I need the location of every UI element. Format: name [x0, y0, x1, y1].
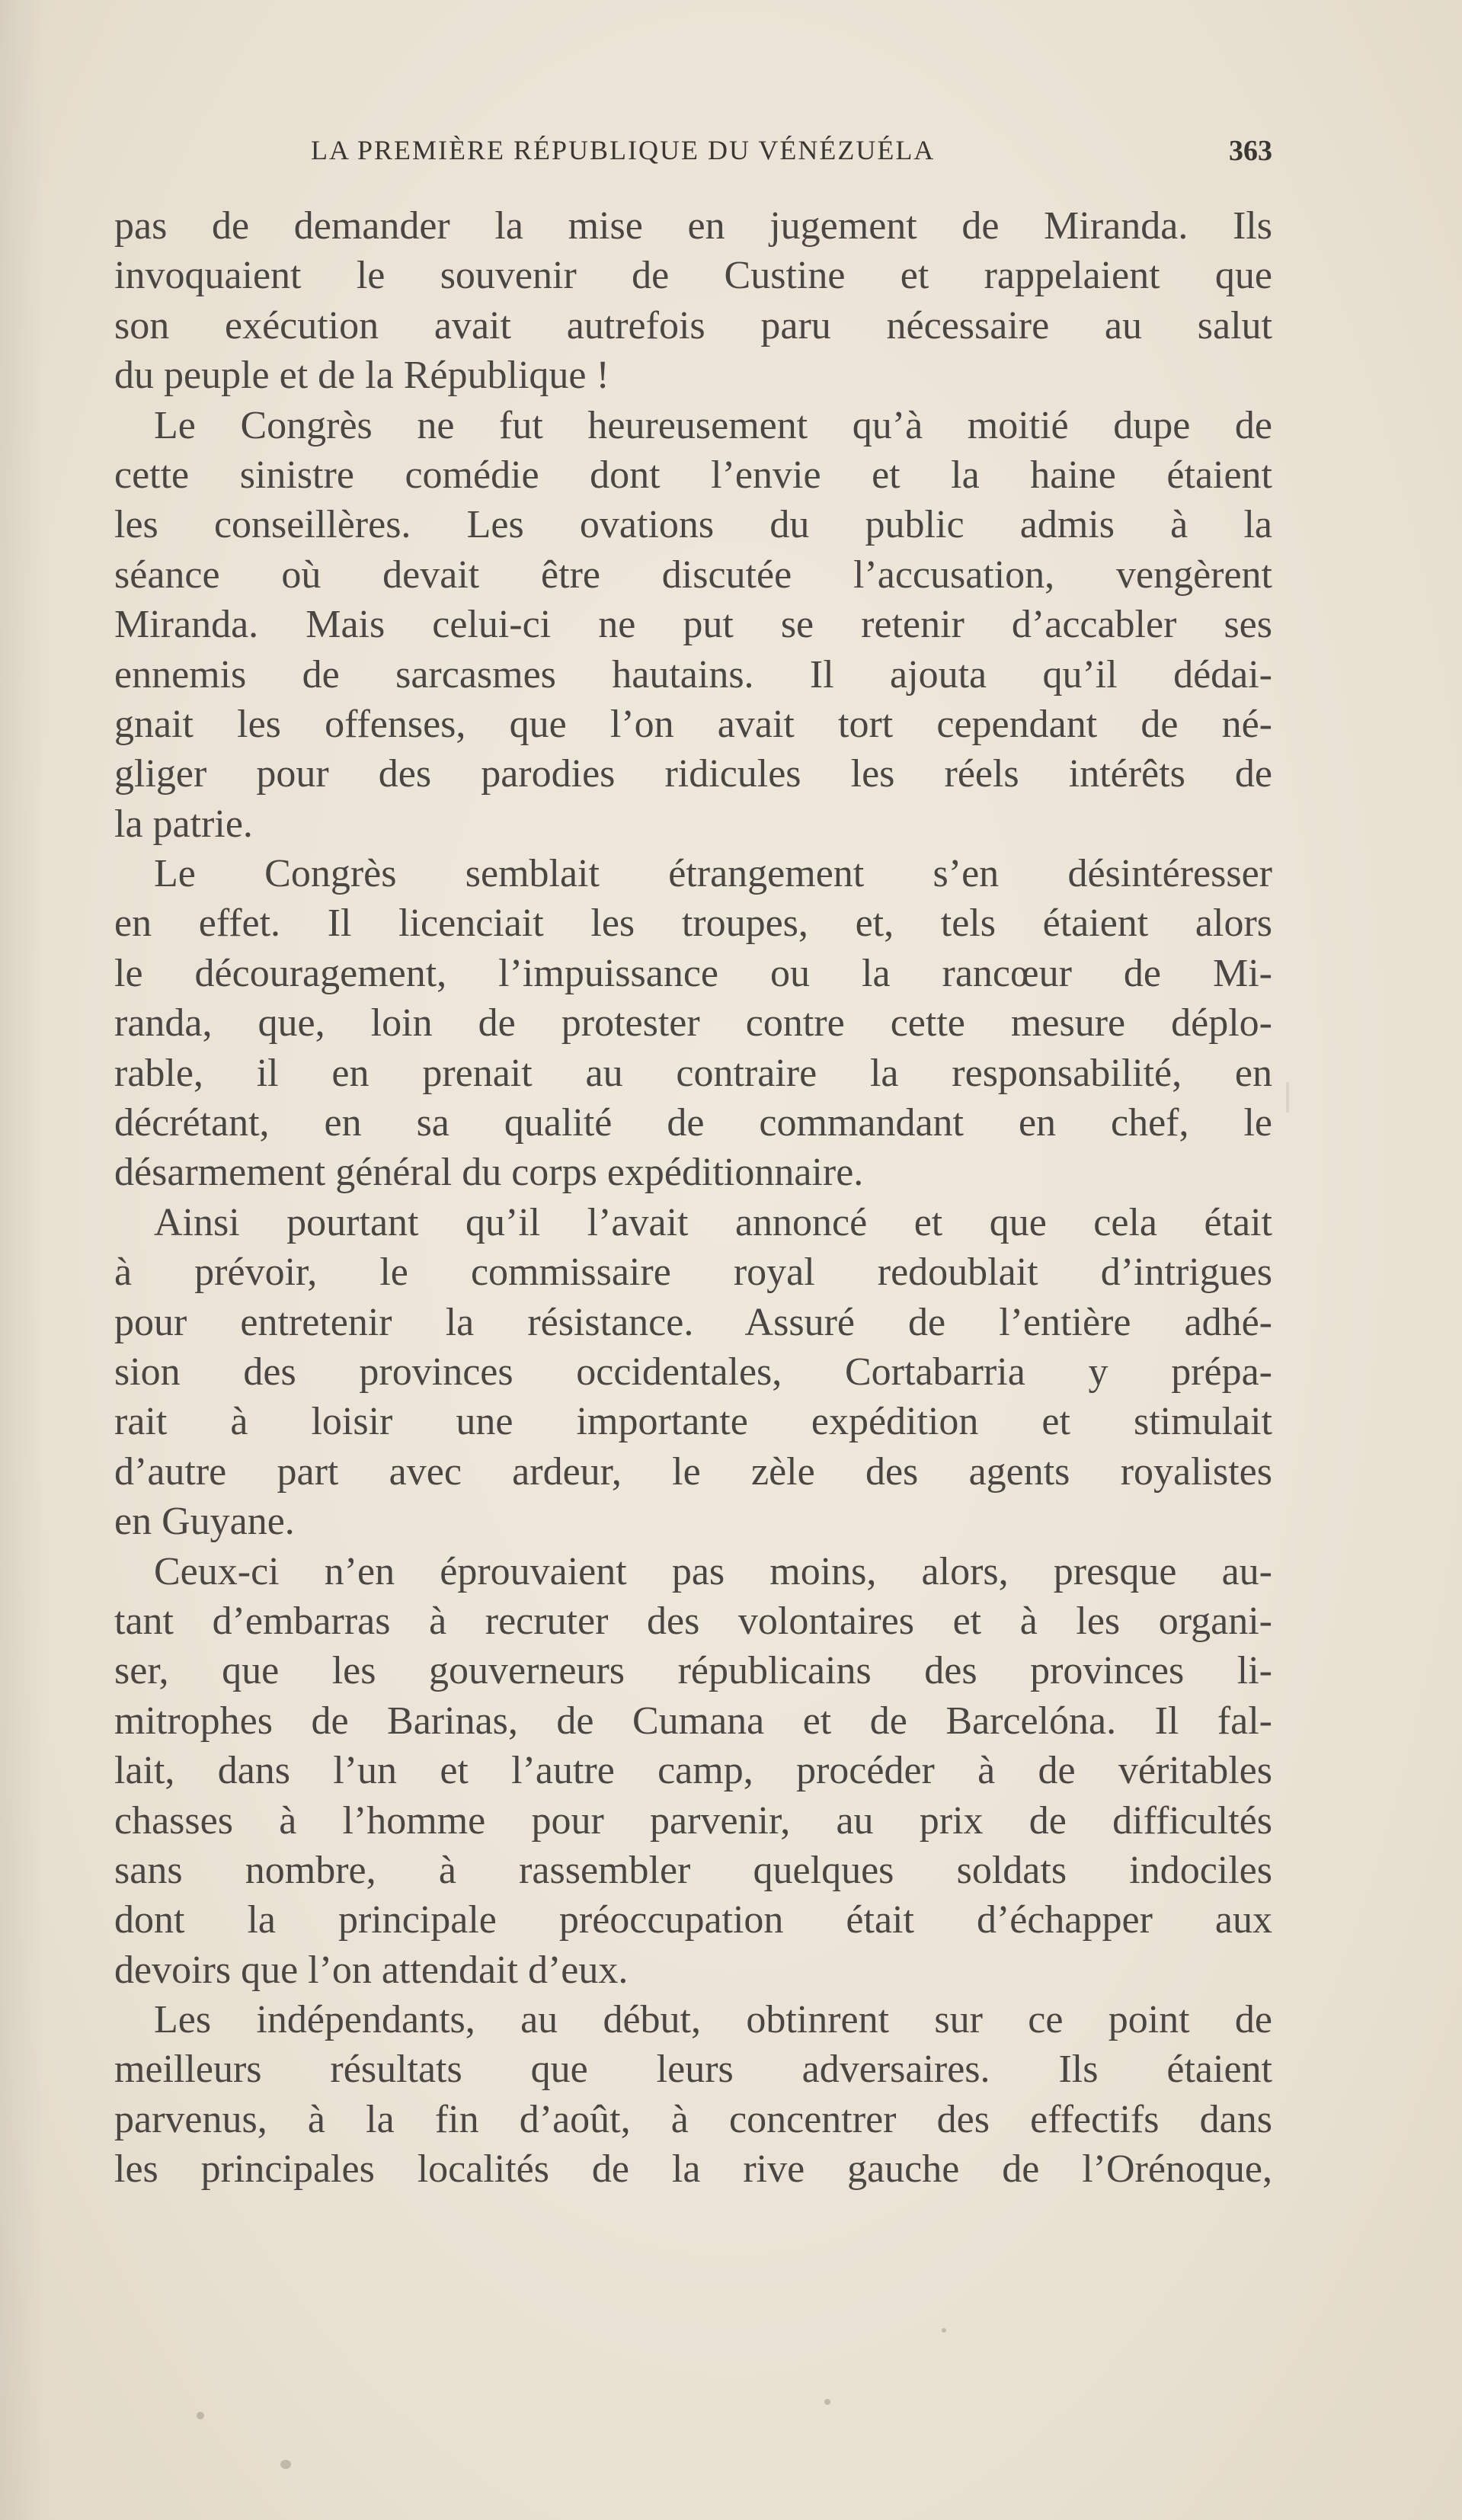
text-line: à prévoir, le commissaire royal redoublait d’intrigues	[114, 1250, 1272, 1295]
text-line: le découragement, l’impuissance ou la rancœur de Mi-	[114, 951, 1272, 995]
text-line: ennemis de sarcasmes hautains. Il ajouta qu’il dédai-	[114, 652, 1272, 696]
page-gutter-shadow	[0, 0, 46, 2520]
text-line: Ainsi pourtant qu’il l’avait annoncé et que cela était	[154, 1200, 1272, 1244]
text-line: rait à loisir une importante expédition et stimulait	[114, 1400, 1272, 1444]
page-number: 363	[1229, 135, 1272, 167]
text-line: en effet. Il licenciait les troupes, et, tels étaient alors	[114, 901, 1272, 946]
paper-speck	[824, 2399, 830, 2405]
text-line: Le Congrès semblait étrangement s’en désintéresser	[154, 852, 1272, 896]
paper-speck	[280, 2460, 291, 2469]
text-line: d’autre part avec ardeur, le zèle des agents royalistes	[114, 1449, 1272, 1494]
text-line: gnait les offenses, que l’on avait tort cependant de né-	[114, 702, 1272, 746]
running-title: LA PREMIÈRE RÉPUBLIQUE DU VÉNÉZUÉLA	[311, 135, 936, 165]
text-line: lait, dans l’un et l’autre camp, procéder à de véritables	[114, 1749, 1272, 1793]
text-line: randa, que, loin de protester contre cette mesure déplo-	[114, 1001, 1272, 1045]
paper-speck	[942, 2328, 946, 2333]
text-line: désarmement général du corps expéditionnaire.	[114, 1151, 864, 1195]
text-line: pas de demander la mise en jugement de Miranda. Ils	[114, 204, 1272, 248]
text-line: meilleurs résultats que leurs adversaires. Ils étaient	[114, 2048, 1272, 2092]
text-line: du peuple et de la République !	[114, 354, 609, 398]
text-line: pour entretenir la résistance. Assuré de l’entière adhé-	[114, 1300, 1272, 1344]
text-line: sans nombre, à rassembler quelques soldats indociles	[114, 1848, 1272, 1892]
body-text	[114, 201, 1272, 2195]
text-line: dont la principale préoccupation était d’échapper aux	[114, 1898, 1272, 1942]
text-line: parvenus, à la fin d’août, à concentrer des effectifs dans	[114, 2097, 1272, 2141]
text-line: la patrie.	[114, 802, 253, 846]
paper-speck	[1286, 1082, 1289, 1113]
text-line: séance où devait être discutée l’accusation, vengèrent	[114, 552, 1272, 597]
text-line: sion des provinces occidentales, Cortabarria y prépa-	[114, 1350, 1272, 1394]
text-line: Les indépendants, au début, obtinrent sur ce point de	[154, 1998, 1272, 2042]
text-line: devoirs que l’on attendait d’eux.	[114, 1948, 629, 1992]
text-line: Le Congrès ne fut heureusement qu’à moitié dupe de	[154, 403, 1272, 447]
text-line: rable, il en prenait au contraire la responsabilité, en	[114, 1051, 1272, 1095]
text-line: invoquaient le souvenir de Custine et rappelaient que	[114, 254, 1272, 298]
text-line: décrétant, en sa qualité de commandant en chef, le	[114, 1101, 1272, 1145]
text-line: tant d’embarras à recruter des volontaires et à les organi-	[114, 1599, 1272, 1643]
text-line: gliger pour des parodies ridicules les réels intérêts de	[114, 752, 1272, 796]
text-line: en Guyane.	[114, 1500, 295, 1544]
text-line: cette sinistre comédie dont l’envie et la haine étaient	[114, 453, 1272, 497]
text-line: les principales localités de la rive gauche de l’Orénoque,	[114, 2147, 1272, 2192]
paper-speck	[197, 2412, 204, 2419]
text-line: son exécution avait autrefois paru nécessaire au salut	[114, 303, 1272, 347]
text-line: ser, que les gouverneurs républicains des provinces li-	[114, 1649, 1272, 1693]
text-line: les conseillères. Les ovations du public admis à la	[114, 503, 1272, 547]
text-line: mitrophes de Barinas, de Cumana et de Barcelóna. Il fal-	[114, 1699, 1272, 1743]
text-line: chasses à l’homme pour parvenir, au prix de difficultés	[114, 1798, 1272, 1843]
text-line: Miranda. Mais celui-ci ne put se retenir d’accabler ses	[114, 603, 1272, 647]
text-line: Ceux-ci n’en éprouvaient pas moins, alors, presque au-	[154, 1549, 1272, 1593]
page-header	[114, 134, 1272, 180]
